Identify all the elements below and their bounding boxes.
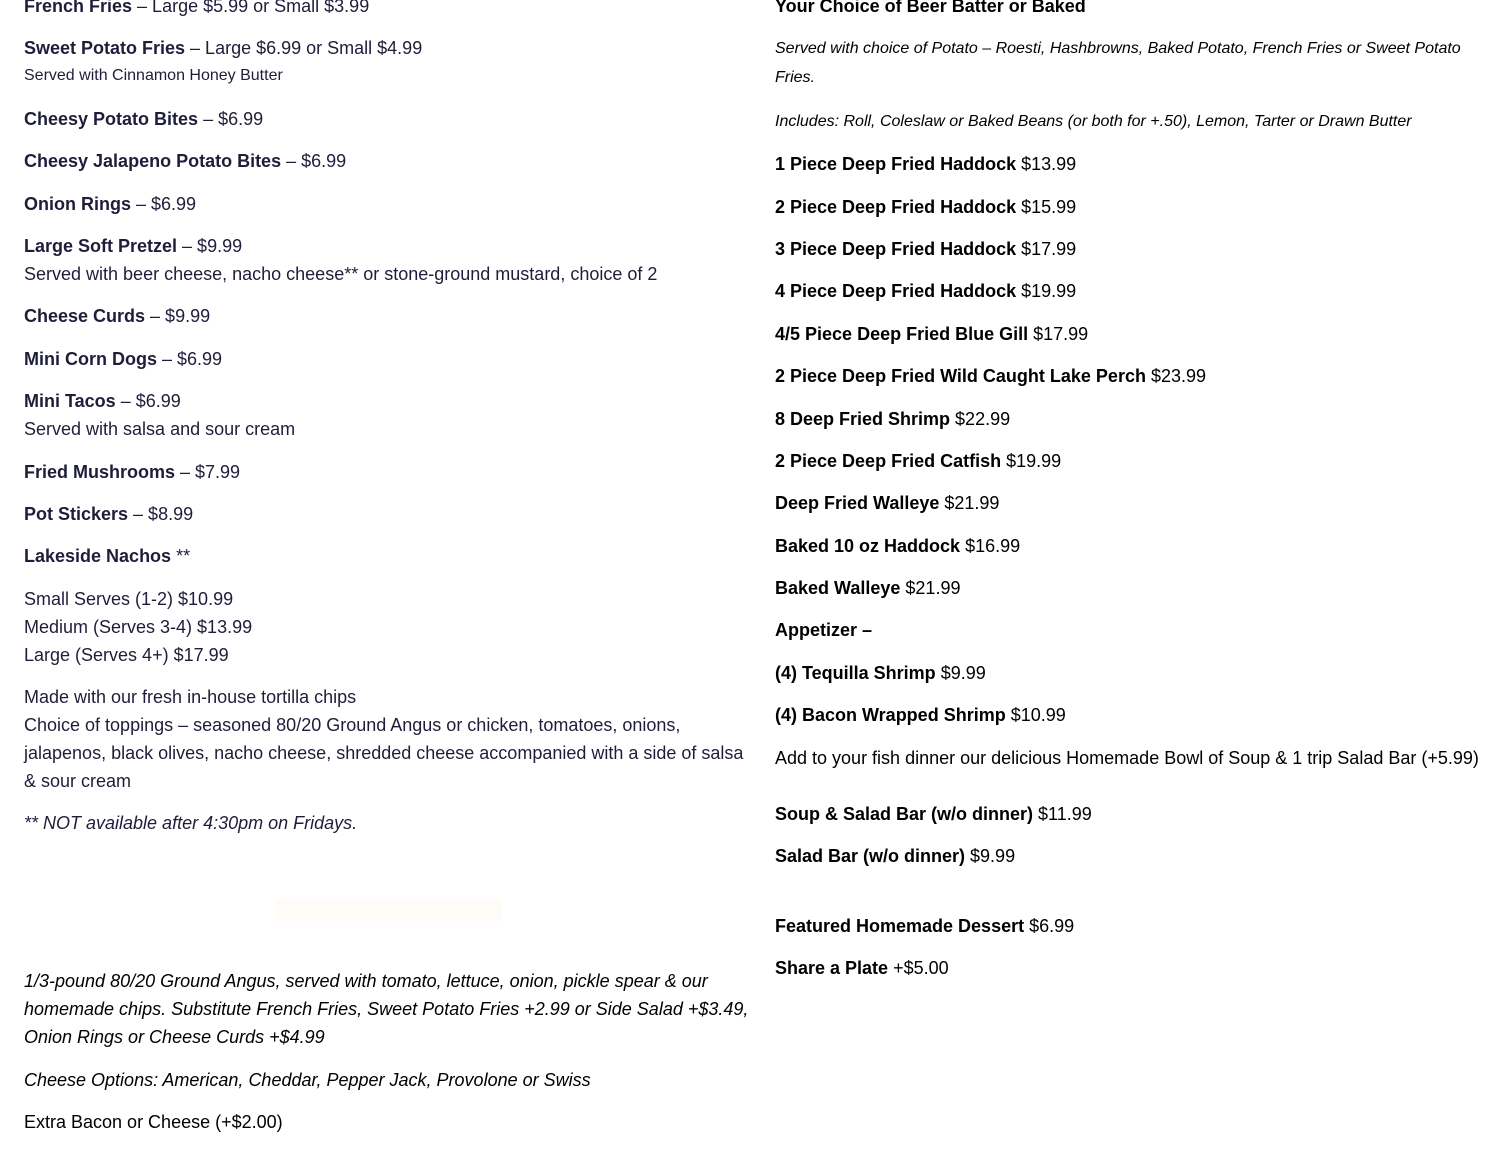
menu-item-haddock-1 <box>775 150 1490 178</box>
nacho-size-large: Large (Serves 4+) $17.99 <box>24 644 229 665</box>
item-price: $21.99 <box>939 493 1000 514</box>
nacho-desc-chips: Made with our fresh in-house tortilla chips <box>24 687 357 708</box>
item-price: – $7.99 <box>175 461 241 482</box>
menu-item-salad-bar <box>775 842 1490 870</box>
item-price: $10.99 <box>1005 705 1066 726</box>
menu-item-fried-shrimp <box>775 405 1490 433</box>
item-price: – $6.99 <box>198 108 264 129</box>
item-description: Served with beer cheese, nacho cheese** or stone-ground mustard, choice of 2 <box>24 263 658 284</box>
item-price: $21.99 <box>900 578 961 599</box>
extra-bacon-cheese: Extra Bacon or Cheese (+$2.00) <box>24 1112 283 1132</box>
item-price: – $6.99 <box>281 151 347 172</box>
menu-item-cheesy-jalapeno-bites <box>24 147 759 175</box>
menu-item-onion-rings <box>24 190 759 218</box>
item-price: $15.99 <box>1016 196 1077 217</box>
item-price: $17.99 <box>1016 238 1077 259</box>
item-name: 2 Piece Deep Fried Haddock <box>775 196 1017 217</box>
menu-item-french-fries <box>24 0 759 20</box>
item-name: Mini Corn Dogs <box>24 348 157 369</box>
menu-item-blue-gill <box>775 320 1490 348</box>
served-with-note: Served with choice of Potato – Roesti, Hashbrowns, Baked Potato, French Fries or Sweet Potato Fries. <box>775 40 1461 87</box>
menu-item-lakeside-nachos <box>24 542 759 570</box>
item-price: ** <box>171 546 191 567</box>
item-name: Baked 10 oz Haddock <box>775 535 961 556</box>
section-heading <box>775 0 1490 20</box>
item-name: Appetizer – <box>775 620 873 641</box>
item-price: – $6.99 <box>131 193 197 214</box>
item-price: $19.99 <box>1001 450 1062 471</box>
menu-item-soup-salad <box>775 800 1490 828</box>
menu-item-mini-corn-dogs <box>24 345 759 373</box>
menu-item-bacon-shrimp <box>775 701 1490 729</box>
item-name: 2 Piece Deep Fried Catfish <box>775 450 1002 471</box>
item-name: Soup & Salad Bar (w/o dinner) <box>775 803 1034 824</box>
menu-item-sweet-potato-fries <box>24 34 759 90</box>
item-name: 3 Piece Deep Fried Haddock <box>775 238 1017 259</box>
item-name: Sweet Potato Fries <box>24 38 186 59</box>
menu-item-baked-haddock <box>775 532 1490 560</box>
menu-item-haddock-2 <box>775 193 1490 221</box>
item-name: Cheesy Potato Bites <box>24 108 199 129</box>
item-price: – $6.99 <box>157 348 223 369</box>
menu-item-soft-pretzel <box>24 232 759 288</box>
nacho-description <box>24 683 759 795</box>
item-name: Cheese Curds <box>24 306 146 327</box>
menu-item-tequilla-shrimp <box>775 659 1490 687</box>
menu-item-baked-walleye <box>775 574 1490 602</box>
menu-item-share-plate <box>775 954 1490 982</box>
menu-item-haddock-3 <box>775 235 1490 263</box>
appetizers-column <box>24 0 759 852</box>
item-name: Fried Mushrooms <box>24 461 176 482</box>
menu-item-cheesy-potato-bites <box>24 105 759 133</box>
item-name: (4) Tequilla Shrimp <box>775 662 936 683</box>
cheese-options: Cheese Options: American, Cheddar, Pepper Jack, Provolone or Swiss <box>24 1070 591 1090</box>
nacho-desc-toppings: Choice of toppings – seasoned 80/20 Ground Angus or chicken, tomatoes, onions, jalapenos, black olives, nacho cheese, shredded cheese accompanied with a side of salsa & sour cream <box>24 715 744 792</box>
menu-item-pot-stickers <box>24 500 759 528</box>
item-price: $17.99 <box>1028 323 1089 344</box>
item-price: – Large $6.99 or Small $4.99 <box>185 38 423 59</box>
item-name: 4/5 Piece Deep Fried Blue Gill <box>775 323 1029 344</box>
menu-item-fried-mushrooms <box>24 458 759 486</box>
item-price: $22.99 <box>950 408 1011 429</box>
item-description: Served with salsa and sour cream <box>24 419 296 440</box>
section-divider <box>276 899 502 921</box>
nacho-size-medium: Medium (Serves 3-4) $13.99 <box>24 616 253 637</box>
menu-item-fried-walleye <box>775 489 1490 517</box>
item-price: $13.99 <box>1016 154 1077 175</box>
item-price: – Large $5.99 or Small $3.99 <box>132 0 370 16</box>
item-name: Deep Fried Walleye <box>775 493 940 514</box>
item-name: Pot Stickers <box>24 503 129 524</box>
menu-item-catfish <box>775 447 1490 475</box>
item-price: $6.99 <box>1024 916 1075 937</box>
item-name: 8 Deep Fried Shrimp <box>775 408 951 429</box>
item-name: French Fries <box>24 0 133 16</box>
item-price: – $9.99 <box>177 235 243 256</box>
item-price: $11.99 <box>1033 803 1092 824</box>
nacho-sizes <box>24 585 759 669</box>
appetizer-subheading <box>775 616 1490 644</box>
item-price: – $8.99 <box>128 503 194 524</box>
menu-item-dessert <box>775 912 1490 940</box>
item-name: Salad Bar (w/o dinner) <box>775 846 966 867</box>
item-name: Share a Plate <box>775 958 889 979</box>
menu-item-lake-perch <box>775 362 1490 390</box>
item-price: $16.99 <box>960 535 1021 556</box>
item-name: Onion Rings <box>24 193 131 214</box>
item-price: – $6.99 <box>115 391 181 412</box>
fish-dinner-column <box>775 0 1490 997</box>
item-name: Featured Homemade Dessert <box>775 916 1025 937</box>
item-name: 1 Piece Deep Fried Haddock <box>775 154 1017 175</box>
item-name: Mini Tacos <box>24 391 116 412</box>
menu-item-mini-tacos <box>24 387 759 443</box>
item-name: Cheesy Jalapeno Potato Bites <box>24 151 282 172</box>
item-description: Served with Cinnamon Honey Butter <box>24 67 283 85</box>
soup-addon-note: Add to your fish dinner our delicious Homemade Bowl of Soup & 1 trip Salad Bar (+5.99) <box>775 747 1479 768</box>
item-name: 4 Piece Deep Fried Haddock <box>775 281 1017 302</box>
item-name: Large Soft Pretzel <box>24 235 178 256</box>
burger-description: 1/3-pound 80/20 Ground Angus, served with tomato, lettuce, onion, pickle spear & our homemade chips. Substitute French Fries, Sweet Potato Fries +2.99 or Side Salad +$3.49, Onion Rings or Cheese Curds +$4.99 <box>24 971 749 1047</box>
menu-item-cheese-curds <box>24 302 759 330</box>
item-price: $9.99 <box>935 662 986 683</box>
item-name: (4) Bacon Wrapped Shrimp <box>775 705 1006 726</box>
item-price: $19.99 <box>1016 281 1077 302</box>
item-name: 2 Piece Deep Fried Wild Caught Lake Perch <box>775 366 1146 387</box>
item-name: Baked Walleye <box>775 578 901 599</box>
item-price: – $9.99 <box>145 306 211 327</box>
fish-heading: Your Choice of Beer Batter or Baked <box>775 0 1086 16</box>
item-price: $9.99 <box>965 846 1016 867</box>
menu-item-haddock-4 <box>775 277 1490 305</box>
friday-note: ** NOT available after 4:30pm on Fridays. <box>24 813 358 834</box>
item-price: +$5.00 <box>888 958 949 979</box>
includes-note: Includes: Roll, Coleslaw or Baked Beans (or both for +.50), Lemon, Tarter or Drawn Butter <box>775 112 1412 130</box>
item-name: Lakeside Nachos <box>24 546 172 567</box>
nacho-size-small: Small Serves (1-2) $10.99 <box>24 588 234 609</box>
item-price: $23.99 <box>1145 366 1207 387</box>
